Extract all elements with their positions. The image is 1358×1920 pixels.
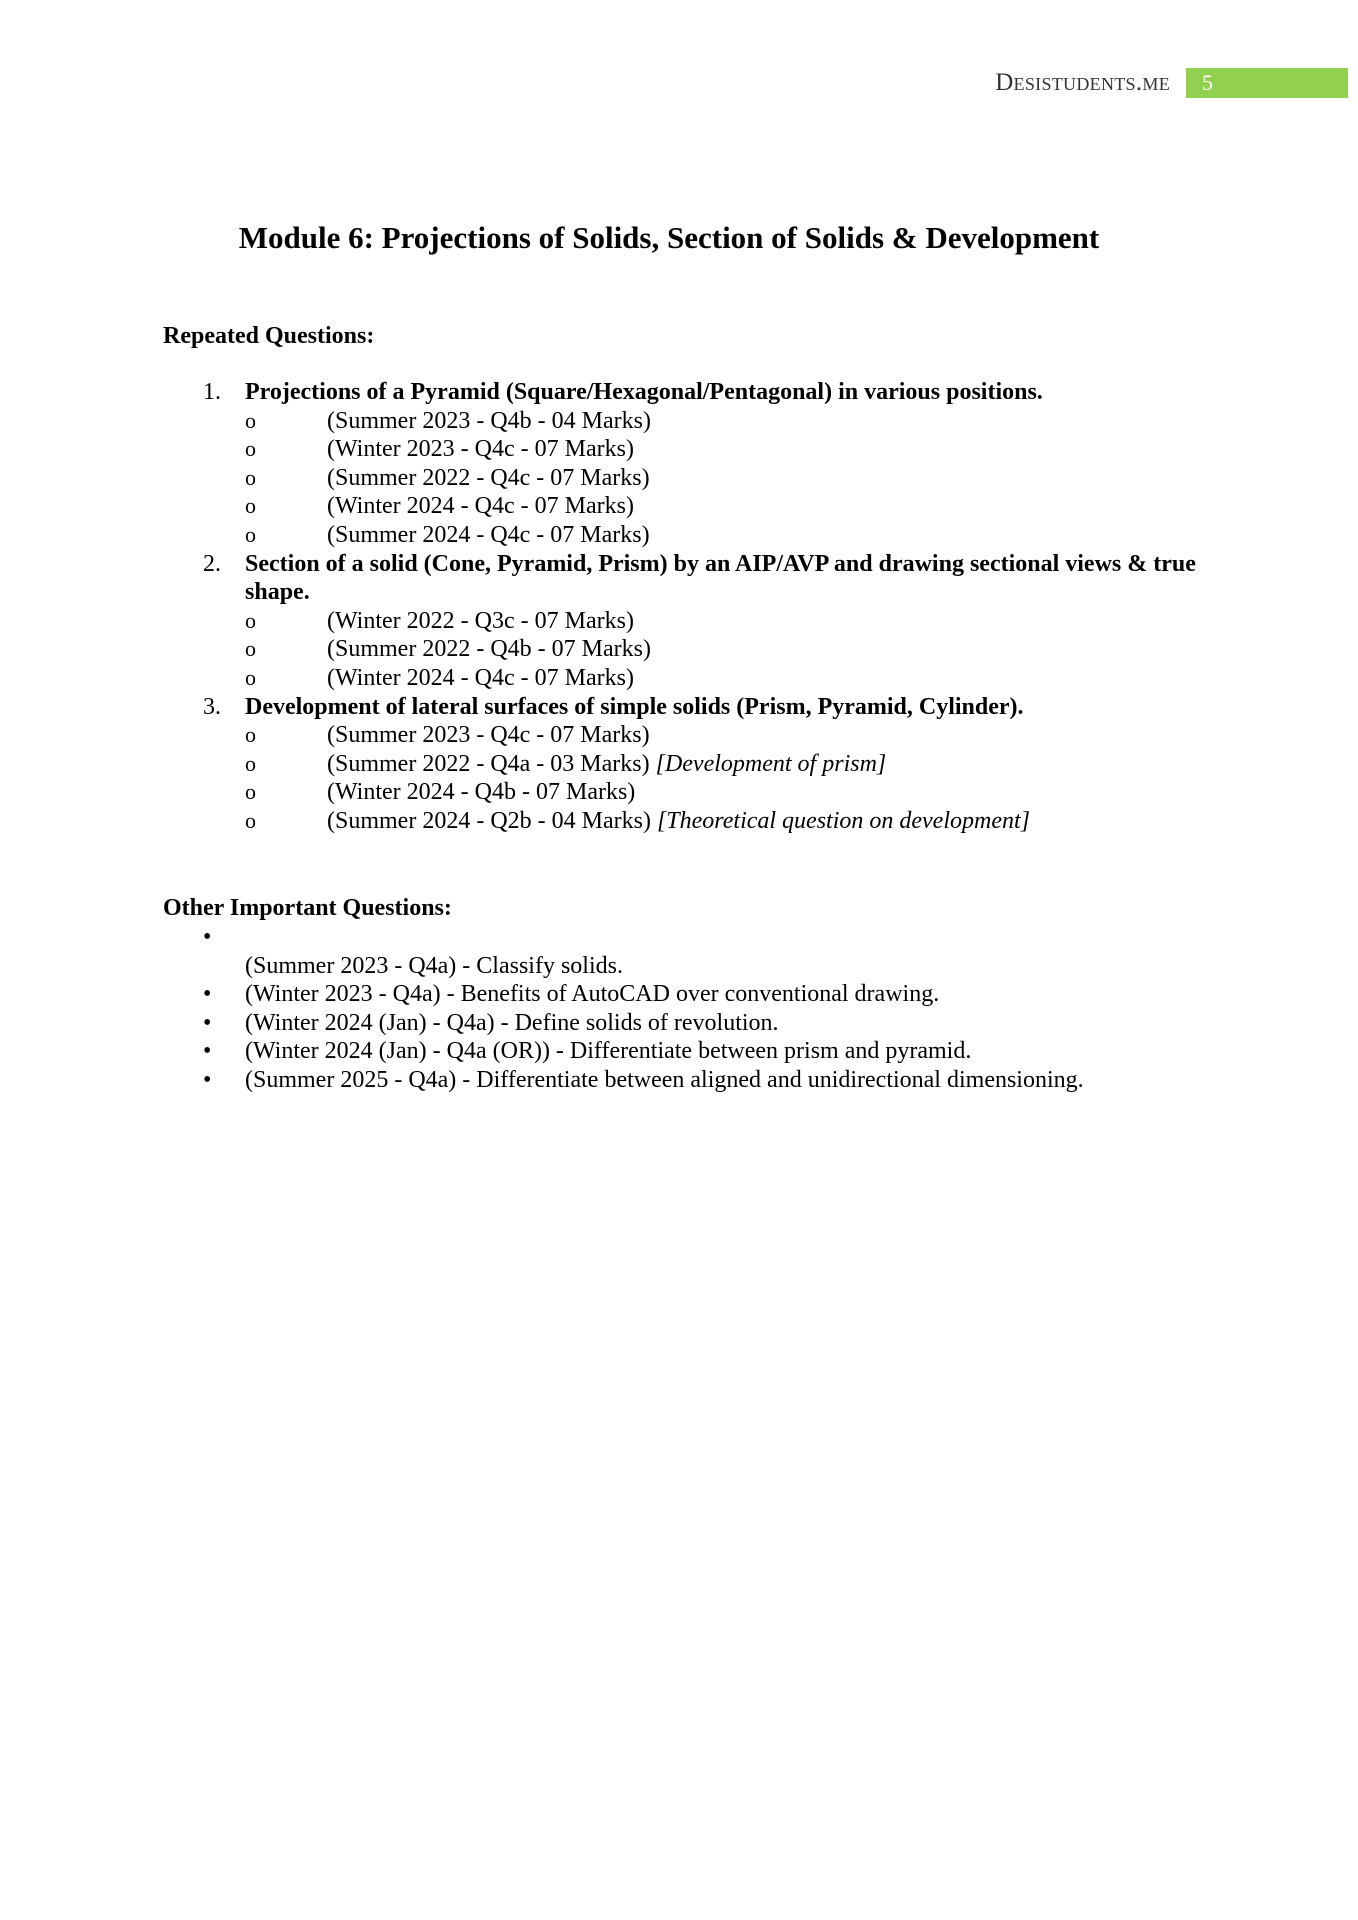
occurrence-item xyxy=(245,664,1223,693)
other-question-text: (Winter 2024 (Jan) - Q4a) - Define solids of revolution. xyxy=(245,1009,779,1036)
circle-bullet-icon: o xyxy=(245,664,256,690)
repeated-question-item xyxy=(163,378,1223,550)
occurrence-text: (Summer 2022 - Q4a - 03 Marks) xyxy=(327,750,650,777)
empty-bullet-item xyxy=(163,923,1223,952)
bullet-icon: • xyxy=(203,1066,212,1093)
other-questions-section xyxy=(163,894,1223,1095)
occurrence-text: (Winter 2024 - Q4c - 07 Marks) xyxy=(327,493,634,520)
question-number: 2. xyxy=(203,550,221,577)
bullet-icon: • xyxy=(203,1038,212,1065)
bullet-icon: • xyxy=(203,981,212,1008)
occurrence-text: (Summer 2024 - Q2b - 04 Marks) xyxy=(327,807,651,834)
occurrence-text: (Summer 2023 - Q4b - 04 Marks) xyxy=(327,407,651,434)
occurrence-text: (Summer 2023 - Q4c - 07 Marks) xyxy=(327,722,650,749)
circle-bullet-icon: o xyxy=(245,807,256,833)
occurrence-item xyxy=(245,435,1223,464)
occurrence-text: (Winter 2024 - Q4b - 07 Marks) xyxy=(327,779,636,806)
page-number: 5 xyxy=(1186,68,1348,98)
occurrence-item xyxy=(245,492,1223,521)
other-questions-heading: Other Important Questions: xyxy=(163,895,452,921)
occurrence-list xyxy=(245,607,1223,693)
repeated-questions-section xyxy=(163,322,1223,836)
circle-bullet-icon: o xyxy=(245,722,256,748)
occurrence-text: (Winter 2023 - Q4c - 07 Marks) xyxy=(327,436,634,463)
occurrence-text: (Winter 2022 - Q3c - 07 Marks) xyxy=(327,607,634,634)
question-number: 3. xyxy=(203,693,221,720)
circle-bullet-icon: o xyxy=(245,436,256,462)
occurrence-text: (Summer 2022 - Q4b - 07 Marks) xyxy=(327,636,651,663)
other-question-item xyxy=(163,1066,1223,1095)
repeated-questions-heading: Repeated Questions: xyxy=(163,323,375,349)
occurrence-item xyxy=(245,607,1223,636)
circle-bullet-icon: o xyxy=(245,779,256,805)
occurrence-item xyxy=(245,407,1223,436)
occurrence-note: [Theoretical question on development] xyxy=(656,807,1030,834)
occurrence-item xyxy=(245,750,1223,779)
other-question-text: (Winter 2024 (Jan) - Q4a (OR)) - Differentiate between prism and pyramid. xyxy=(245,1038,972,1065)
other-question-item xyxy=(163,980,1223,1009)
bullet-icon: • xyxy=(203,1009,212,1036)
occurrence-item xyxy=(245,807,1223,836)
other-question-text: (Summer 2023 - Q4a) - Classify solids. xyxy=(245,952,623,979)
occurrence-list xyxy=(245,721,1223,835)
other-question-item xyxy=(163,1009,1223,1038)
other-question-text: (Summer 2025 - Q4a) - Differentiate between aligned and unidirectional dimensioning. xyxy=(245,1066,1084,1093)
repeated-question-item xyxy=(163,550,1223,693)
other-question-text: (Winter 2023 - Q4a) - Benefits of AutoCAD over conventional drawing. xyxy=(245,981,940,1008)
occurrence-item xyxy=(245,464,1223,493)
other-question-item xyxy=(163,952,1223,981)
occurrence-item xyxy=(245,778,1223,807)
occurrence-text: (Summer 2024 - Q4c - 07 Marks) xyxy=(327,521,650,548)
site-brand: Desistudents.me xyxy=(995,69,1170,96)
question-number: 1. xyxy=(203,379,221,405)
occurrence-text: (Summer 2022 - Q4c - 07 Marks) xyxy=(327,464,650,491)
bullet-icon: • xyxy=(203,924,212,950)
repeated-question-item xyxy=(163,693,1223,836)
occurrence-list xyxy=(245,407,1223,550)
other-questions-list xyxy=(163,923,1223,1095)
occurrence-item xyxy=(245,721,1223,750)
circle-bullet-icon: o xyxy=(245,493,256,519)
occurrence-item xyxy=(245,635,1223,664)
circle-bullet-icon: o xyxy=(245,521,256,547)
occurrence-text: (Winter 2024 - Q4c - 07 Marks) xyxy=(327,664,634,691)
circle-bullet-icon: o xyxy=(245,607,256,633)
occurrence-item xyxy=(245,521,1223,550)
circle-bullet-icon: o xyxy=(245,464,256,490)
occurrence-note: [Development of prism] xyxy=(655,750,887,777)
page-header xyxy=(995,68,1348,98)
other-question-item xyxy=(163,1037,1223,1066)
question-text: Projections of a Pyramid (Square/Hexagonal/Pentagonal) in various positions. xyxy=(245,379,1043,405)
circle-bullet-icon: o xyxy=(245,407,256,433)
repeated-questions-list xyxy=(163,378,1223,836)
question-text: Development of lateral surfaces of simple solids (Prism, Pyramid, Cylinder). xyxy=(245,693,1024,720)
circle-bullet-icon: o xyxy=(245,636,256,662)
circle-bullet-icon: o xyxy=(245,750,256,776)
module-title: Module 6: Projections of Solids, Section of Solids & Development xyxy=(238,220,1100,255)
question-text: Section of a solid (Cone, Pyramid, Prism) by an AIP/AVP and drawing sectional views & true shape. xyxy=(245,550,1196,606)
